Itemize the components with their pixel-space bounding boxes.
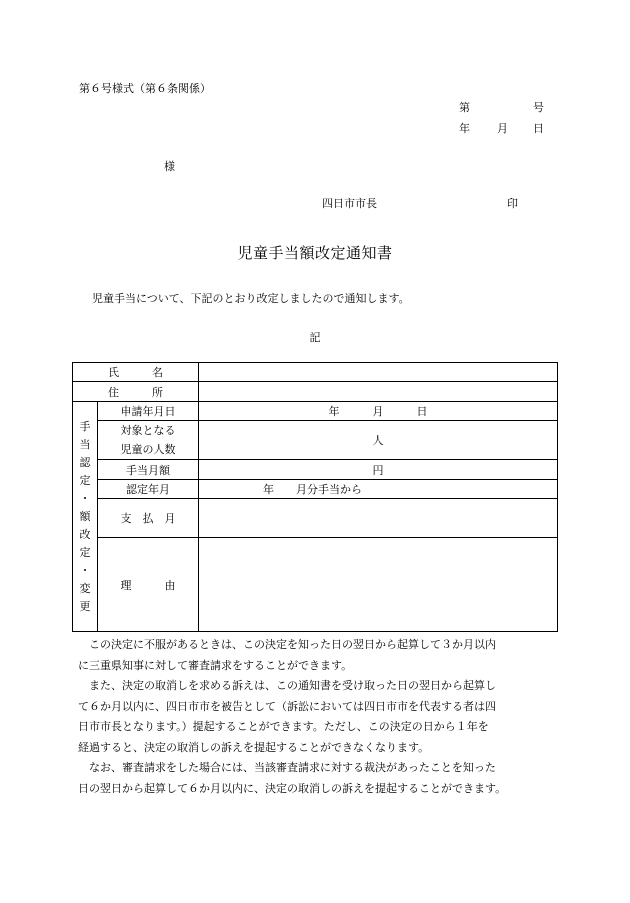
section-label-char: 定 [79,473,91,487]
name-label: 氏 名 [73,363,199,382]
section-label-char: 額 [79,509,91,523]
note-line: 経過すると、決定の取消しの訴えを提起することができなくなります。 [78,740,430,754]
children-label-line2: 児童の人数 [120,443,176,456]
reason-value [199,538,558,632]
section-label-char: 定 [79,545,91,559]
date-year: 年 [459,122,470,135]
form-number: 第６号様式（第６条関係） [79,82,211,95]
address-value [199,382,558,402]
address-label: 住 所 [73,382,199,402]
recipient-salutation: 様 [164,160,175,173]
application-date-value: 年 月 日 [199,402,558,421]
notification-table [72,362,558,632]
section-label-char: 手 [79,419,91,433]
children-label-line1: 対象となる [120,424,176,437]
seal-mark: 印 [507,197,518,210]
section-label-char: ・ [79,563,91,577]
note-line: この決定に不服があるときは、この決定を知った日の翌日から起算して３か月以内 [78,638,496,651]
note-line: に三重県知事に対して審査請求をすることができます。 [78,658,353,672]
note-line: また、決定の取消しを求める訴えは、この通知書を受け取った日の翌日から起算し [78,679,496,692]
children-count-value: 人 [199,421,558,460]
section-label-char: 改 [79,527,91,541]
note-line: て６か月以内に、四日市市を被告として（訴訟においては四日市市を代表する者は四 [78,699,496,713]
document-number-prefix: 第 [459,101,470,114]
section-label-char: 認 [79,455,91,469]
note-line: なお、審査請求をした場合には、当該審査請求に対する裁決があったことを知った [78,761,496,774]
monthly-amount-value: 円 [199,460,558,480]
section-label-char: 当 [79,437,91,451]
notes-block [78,635,568,799]
section-label-char: ・ [79,491,91,505]
monthly-amount-label: 手当月額 [98,460,199,480]
note-line: 日の翌日から起算して６か月以内に、決定の取消しの訴えを提起することができます。 [78,781,507,795]
document-title: 児童手当額改定通知書 [237,244,393,262]
application-date-label: 申請年月日 [98,402,199,421]
section-label [73,402,98,632]
date-month: 月 [497,122,508,135]
issuer-name: 四日市市長 [322,197,377,210]
name-value [199,363,558,382]
reason-label: 理 由 [98,538,199,632]
approval-month-label: 認定年月 [98,480,199,499]
note-line: 日市市長となります。）提起することができます。ただし、この決定の日から１年を [78,720,489,733]
payment-month-value [199,499,558,538]
children-count-label [98,421,199,460]
approval-month-value: 年 月分手当から [199,480,558,499]
document-number-suffix: 号 [533,101,544,114]
section-label-char: 更 [79,599,91,613]
date-day: 日 [533,122,544,135]
section-label-char: 変 [79,581,91,595]
ki-heading: 記 [309,331,321,344]
intro-text: 児童手当について、下記のとおり改定しましたので通知します。 [92,292,410,305]
payment-month-label: 支 払 月 [98,499,199,538]
